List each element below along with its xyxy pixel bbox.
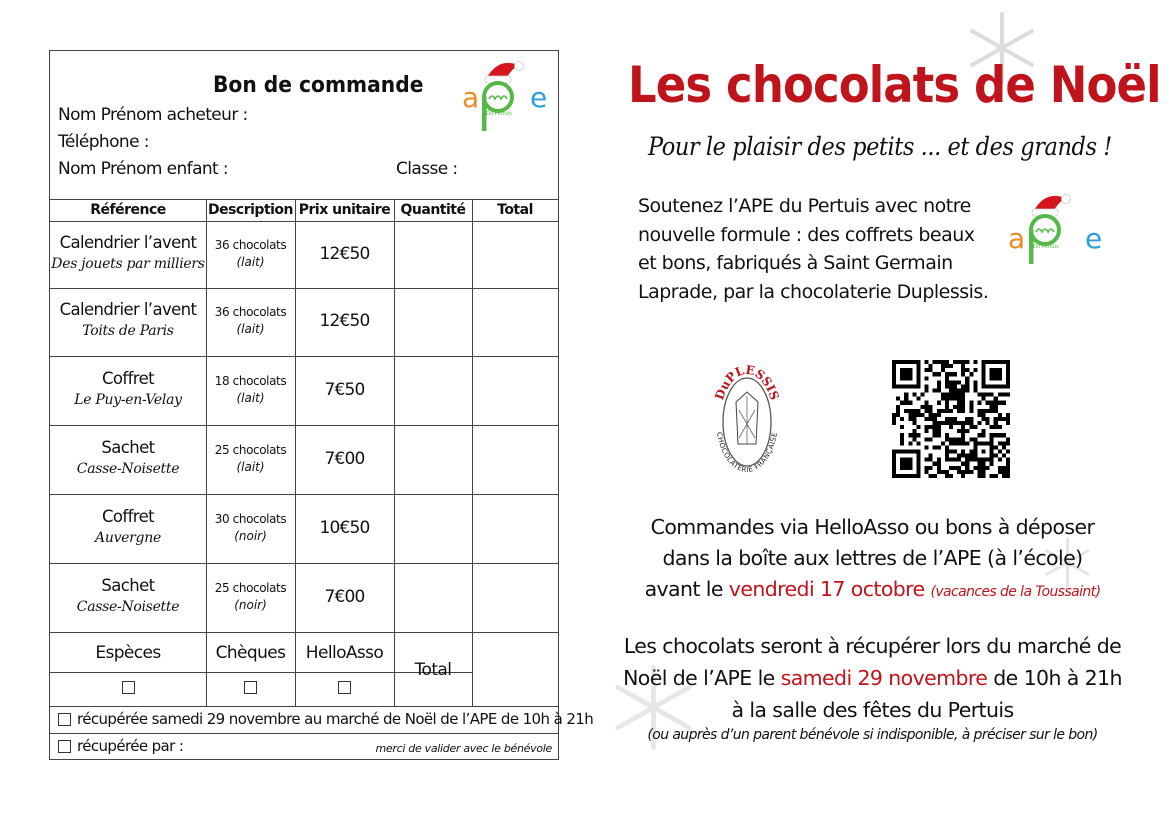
row-total-cell: [473, 426, 557, 493]
order-form-title: Bon de commande: [213, 73, 424, 98]
pickup-date: samedi 29 novembre: [780, 666, 988, 690]
orders-deadline-date: vendredi 17 octobre: [728, 577, 925, 601]
product-reference: Sachet: [101, 575, 155, 595]
quantity-input[interactable]: [395, 495, 471, 562]
product-name: Toits de Paris: [82, 323, 174, 339]
pickup-line-2b: de 10h à 21h: [993, 666, 1122, 690]
product-unit-price: 10€50: [319, 517, 370, 538]
qr-code-icon[interactable]: [892, 360, 1010, 478]
product-unit-price: 12€50: [319, 311, 370, 331]
flyer-title: Les chocolats de Noël: [628, 56, 1161, 114]
row-total-cell: [473, 357, 557, 424]
orders-line-2: dans la boîte aux lettres de l’APE (à l’école): [662, 546, 1083, 570]
ape-tagline: Du Pertuis: [486, 111, 512, 117]
product-type: (lait): [236, 254, 265, 269]
row-total-cell: [473, 495, 557, 562]
orders-line-1: Commandes via HelloAsso ou bons à déposer: [650, 515, 1095, 539]
pickup-note: (ou auprès d’un parent bénévole si indisponible, à préciser sur le bon): [647, 727, 1098, 743]
ape-logo: [458, 55, 568, 145]
product-reference: Sachet: [101, 437, 155, 457]
ape-logo: [1005, 178, 1115, 268]
quantity-input[interactable]: [395, 289, 471, 355]
product-reference: Coffret: [101, 368, 155, 388]
ape-letter-a: a: [462, 81, 480, 114]
product-type: (noir): [234, 528, 267, 543]
product-name: Auvergne: [95, 529, 161, 546]
column-header-description: Description: [207, 202, 294, 218]
product-reference: Coffret: [101, 506, 155, 526]
row-total-cell: [473, 289, 557, 355]
product-name: Casse-Noisette: [76, 460, 180, 477]
product-unit-price: 7€00: [324, 448, 365, 469]
payment-cash-label: Espèces: [95, 643, 161, 663]
product-description: 30 chocolats: [214, 511, 287, 526]
product-description: 25 chocolats: [214, 442, 287, 457]
child-name-field[interactable]: Nom Prénom enfant :: [58, 159, 229, 179]
column-header-reference: Référence: [90, 202, 166, 218]
ape-letter-e: e: [530, 81, 548, 114]
quantity-input[interactable]: [395, 426, 471, 493]
product-description: 25 chocolats: [214, 580, 287, 595]
pickup-by-checkbox[interactable]: [58, 740, 71, 753]
ape-letter-a: a: [1008, 222, 1026, 255]
pickup-line-3: à la salle des fêtes du Pertuis: [731, 698, 1014, 722]
pickup-by-label: récupérée par :: [77, 737, 184, 755]
cash-checkbox[interactable]: [122, 681, 135, 694]
product-description: 36 chocolats: [214, 237, 287, 252]
pickup-line-2a: Noël de l’APE le: [623, 666, 775, 690]
orders-info: [600, 512, 1145, 608]
column-header-quantity: Quantité: [400, 202, 466, 218]
ape-letter-e: e: [1085, 222, 1103, 255]
product-unit-price: 7€50: [324, 379, 365, 400]
orders-holiday-note: (vacances de la Toussaint): [930, 584, 1101, 600]
product-name: Le Puy-en-Velay: [74, 391, 182, 408]
cheque-checkbox[interactable]: [244, 681, 257, 694]
product-reference: Calendrier l’avent: [59, 232, 197, 252]
phone-field[interactable]: Téléphone :: [58, 132, 149, 152]
payment-cheque-label: Chèques: [215, 643, 286, 663]
quantity-input[interactable]: [395, 222, 471, 287]
order-form: [49, 50, 594, 760]
pickup-info: [600, 630, 1145, 744]
pickup-line-1: Les chocolats seront à récupérer lors du marché de: [623, 634, 1122, 658]
product-unit-price: 12€50: [319, 243, 370, 264]
duplessis-tagline: CHOCOLATERIE FRANÇAISE: [714, 431, 780, 475]
duplessis-name: DuPLESSIS: [712, 362, 782, 402]
duplessis-logo: [706, 362, 788, 480]
column-header-total: Total: [497, 202, 533, 218]
row-total-cell: [473, 564, 557, 631]
product-type: (noir): [234, 597, 267, 612]
pickup-market-checkbox[interactable]: [58, 713, 71, 726]
buyer-name-field[interactable]: Nom Prénom acheteur :: [58, 105, 248, 125]
helloasso-checkbox[interactable]: [338, 681, 351, 694]
quantity-input[interactable]: [395, 564, 471, 631]
product-reference: Calendrier l’avent: [59, 300, 197, 319]
column-header-unit-price: Prix unitaire: [298, 202, 391, 218]
product-type: (lait): [236, 390, 265, 405]
quantity-input[interactable]: [395, 357, 471, 424]
product-name: Des jouets par milliers: [51, 255, 205, 272]
product-description: 36 chocolats: [214, 305, 287, 319]
flyer-intro: Soutenez l’APE du Pertuis avec notre nouvelle formule : des coffrets beaux et bons, fabriqués à Saint Germain Laprade, par la chocolaterie Duplessis.: [638, 195, 989, 303]
payment-helloasso-label: HelloAsso: [305, 643, 384, 663]
product-unit-price: 7€00: [324, 586, 365, 607]
flyer-subtitle: Pour le plaisir des petits ... et des grands !: [648, 132, 1112, 161]
product-description: 18 chocolats: [214, 373, 287, 388]
class-field[interactable]: Classe :: [396, 159, 458, 179]
product-type: (lait): [236, 322, 265, 336]
product-type: (lait): [236, 459, 265, 474]
row-total-cell: [473, 222, 557, 287]
svg-text:DuPLESSIS: [712, 363, 782, 402]
payment-total-label: Total: [414, 660, 452, 680]
product-name: Casse-Noisette: [76, 598, 180, 615]
pickup-market-label: récupérée samedi 29 novembre au marché de Noël de l’APE de 10h à 21h: [77, 710, 594, 728]
volunteer-note: merci de valider avec le bénévole: [375, 742, 552, 755]
ape-tagline: Du Pertuis: [1033, 244, 1059, 250]
orders-before: avant le: [644, 577, 723, 601]
